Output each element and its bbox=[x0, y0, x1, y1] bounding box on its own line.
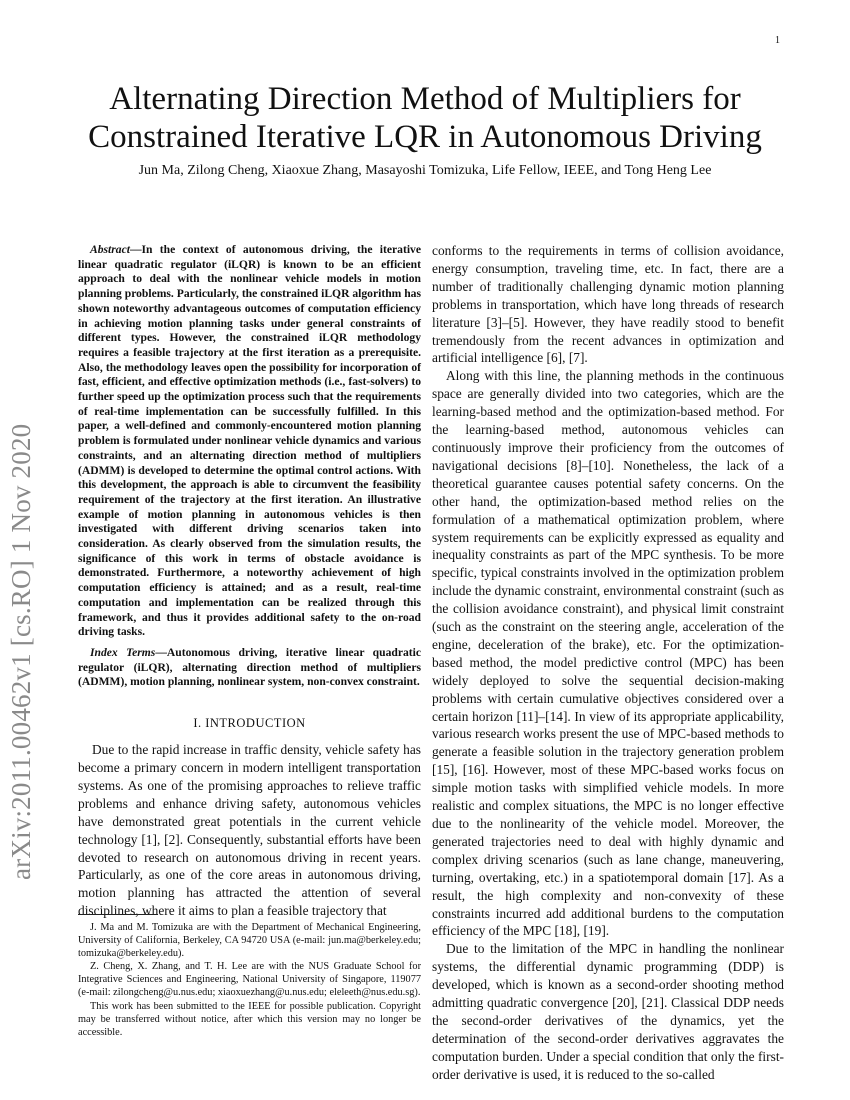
index-terms-lead: Index Terms bbox=[90, 645, 156, 659]
body-paragraph-1: conforms to the requirements in terms of collision avoidance, energy consumption, traveling time, etc. In fact, there are a number of traditionally challenging dynamic motion planning problems in transportation, which have long threads of research literature [3]–[5]. However, they have readily stood to benefit tremendously from the recent advances in optimization and artificial intelligence [6], [7]. bbox=[432, 243, 784, 366]
index-terms bbox=[78, 646, 421, 690]
title-line-1: Alternating Direction Method of Multipliers for bbox=[109, 81, 741, 117]
body-paragraph-3: Due to the limitation of the MPC in handling the nonlinear systems, the differential dynamic programming (DDP) is developed, which is known as a second-order shooting method admitting quadratic convergence [20], [21]. Classical DDP needs the second-order derivatives of the dynamics, yet the determination of the second-order derivatives aggravates the computation burden. Under a special condition that only the first-order derivative is used, it is reduced to the so-called bbox=[432, 941, 784, 1082]
title-line-2: Constrained Iterative LQR in Autonomous Driving bbox=[88, 119, 762, 155]
abstract bbox=[78, 243, 421, 640]
footnote-1: J. Ma and M. Tomizuka are with the Department of Mechanical Engineering, University of California, Berkeley, CA 94720 USA (e-mail: jun.ma@berkeley.edu; tomizuka@berkeley.edu). bbox=[78, 922, 421, 960]
footnotes bbox=[78, 914, 421, 1039]
abstract-lead: Abstract bbox=[90, 243, 130, 256]
footnote-rule bbox=[78, 914, 158, 915]
index-terms-text: —Autonomous driving, iterative linear quadratic regulator (iLQR), alternating direction method of multipliers (ADMM), motion planning, nonlinear system, non-convex constraint. bbox=[78, 645, 421, 689]
footnote-2: Z. Cheng, X. Zhang, and T. H. Lee are with the NUS Graduate School for Integrative Sciences and Engineering, National University of Singapore, 119077 (e-mail: zilongcheng@u.nus.edu; xiaoxuezhang@u.nus.edu; eleleeth@nus.edu.sg). bbox=[78, 961, 421, 999]
page-number: 1 bbox=[775, 35, 780, 46]
right-column bbox=[432, 242, 784, 1084]
section-heading: I. INTRODUCTION bbox=[193, 716, 306, 731]
abstract-text: —In the context of autonomous driving, the iterative linear quadratic regulator (iLQR) is known to be an efficient approach to deal with the nonlinear vehicle models in motion planning problems. Particularly, the constrained iLQR algorithm has shown noteworthy advantageous outcomes of computation efficiency in achieving motion planning tasks under general constraints of different types. However, the constrained iLQR methodology requires a feasible trajectory at the first iteration as a prerequisite. Also, the methodology leaves open the possibility for incorporation of fast, efficient, and effective optimization methods (i.e., fast-solvers) to further speed up the optimization process such that the requirements of real-time implementation can be successfully fulfilled. In this paper, a well-defined and commonly-encountered motion planning problem is formulated under nonlinear vehicle dynamics and various constraints, and an alternating direction method of multipliers (ADMM) is developed to determine the optimal control actions. With this development, the approach is able to circumvent the feasibility requirement of the trajectory at the first iteration. An illustrative example of motion planning in autonomous vehicles is then investigated with different driving scenarios taken into consideration. As clearly observed from the simulation results, the significance of this work in terms of obstacle avoidance is demonstrated. Furthermore, a noteworthy achievement of high computation efficiency is attained; and as a result, real-time computation and implementation can be realized through this framework, and thus it provides additional safety to the on-road driving tasks. bbox=[78, 243, 421, 639]
author-list: Jun Ma, Zilong Cheng, Xiaoxue Zhang, Masayoshi Tomizuka, Life Fellow, IEEE, and Tong Heng Lee bbox=[138, 163, 712, 178]
arxiv-identifier: arXiv:2011.00462v1 [cs.RO] 1 Nov 2020 bbox=[6, 423, 36, 880]
left-column bbox=[78, 243, 421, 920]
paper-title bbox=[40, 80, 810, 156]
body-paragraph-2: Along with this line, the planning methods in the continuous space are generally divided into two categories, which are the learning-based method and the optimization-based method. For the learning-based method, autonomous vehicles can continuously improve their proficiency from the outcomes of navigational decisions [8]–[10]. Nonetheless, the lack of a theoretical guarantee causes potential safety concerns. On the other hand, the optimization-based method relies on the formulation of a mathematical optimization problem, where system requirements can be explicitly expressed as equality and inequality constraints as part of the MPC synthesis. To be more specific, typical constraints involved in the optimization problem include the dynamic constraint, environmental constraint (such as the collision avoidance constraint), and physical limit constraint (such as the constraint on the steering angle, acceleration of the engine, deceleration of the brake), etc. For the optimization-based method, the model predictive control (MPC) has been widely deployed to solve the sequential decision-making problems with certain cumulative objectives considered over a certain horizon [11]–[14]. In view of its appropriate applicability, various research works present the use of MPC-based methods to generate a feasible solution in the trajectory generation problem [15], [16]. However, most of these MPC-based works focus on simple motion tasks with simplified vehicle models. In more realistic and complex situations, the MPC is no longer effective due to the nonlinearity of the vehicle model. Moreover, the generated trajectories need to deal with highly dynamic and complex driving scenarios (such as lane change, maneuvering, turning, overtaking, etc.) in a spatiotemporal domain [17]. As a result, the high complexity and non-convexity of these constraints incurred add additional burdens to the computation efficiency of the MPC [18], [19]. bbox=[432, 368, 784, 939]
intro-paragraph: Due to the rapid increase in traffic density, vehicle safety has become a primary concern in modern intelligent transportation systems. As one of the promising approaches to relieve traffic problems and enhance driving safety, autonomous vehicles have demonstrated great potentials in the current vehicle technology [1], [2]. Consequently, substantial efforts have been devoted to research on autonomous driving in recent years. Particularly, as one of the core areas in autonomous driving, motion planning has attracted the attention of several disciplines, where it aims to plan a feasible trajectory that bbox=[78, 742, 421, 919]
footnote-3: This work has been submitted to the IEEE for possible publication. Copyright may be transferred without notice, after which this version may no longer be accessible. bbox=[78, 1000, 421, 1038]
